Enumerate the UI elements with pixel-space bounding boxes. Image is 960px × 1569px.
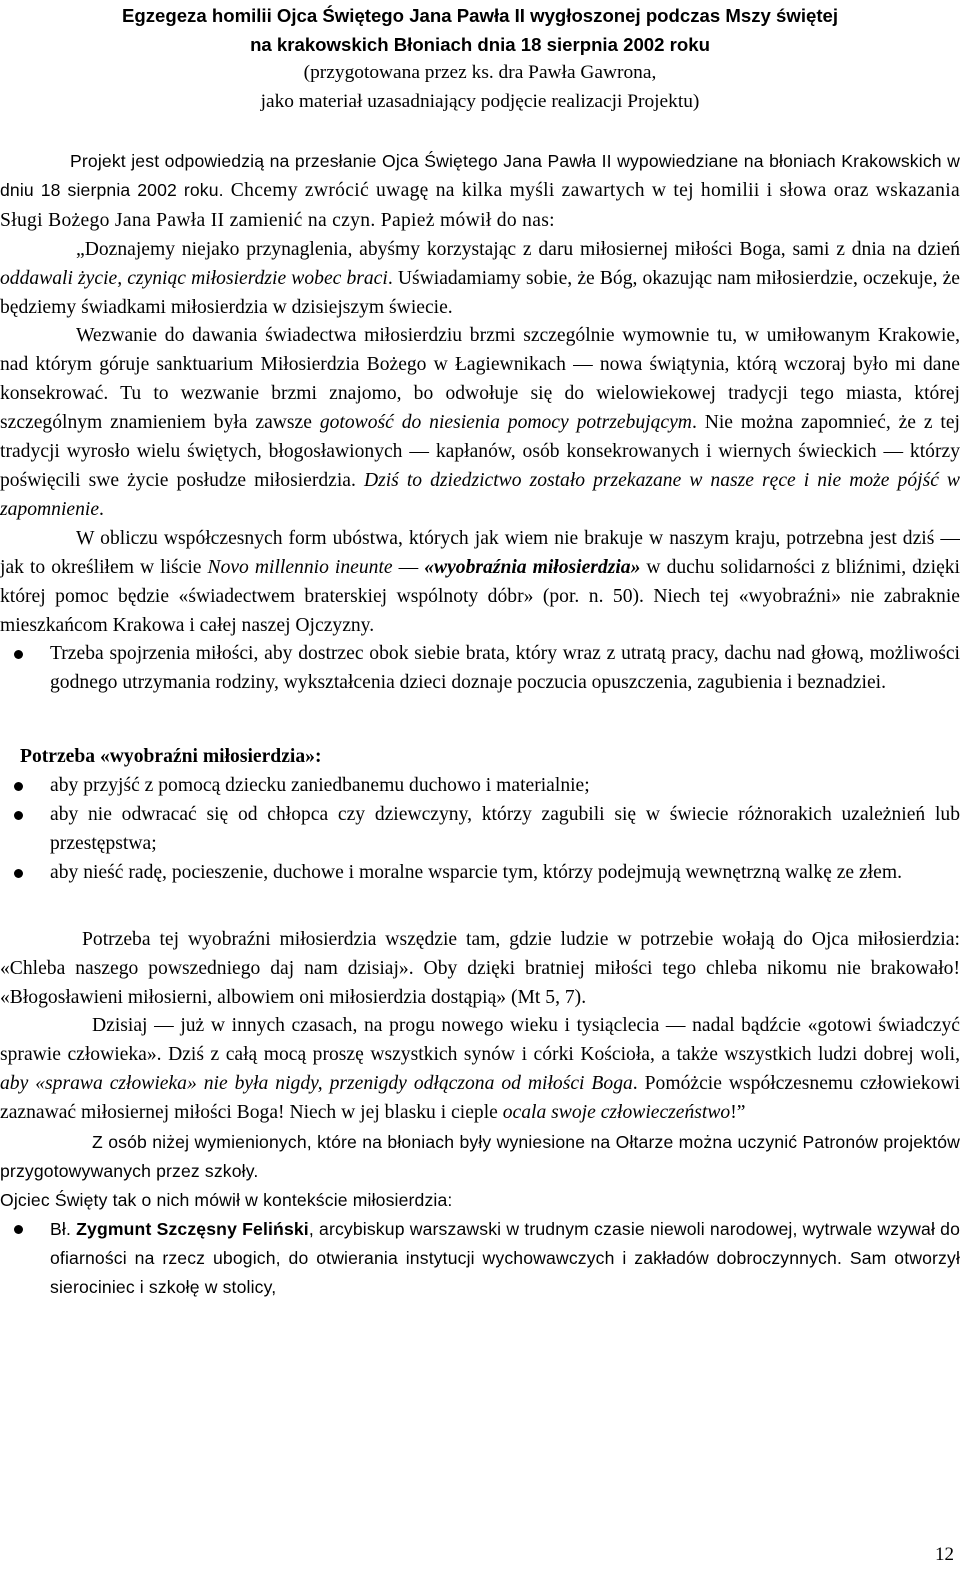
list-item: [0, 772, 960, 801]
bullet-icon: [14, 869, 23, 878]
bullet-icon: [14, 811, 23, 820]
quote-p2-text-b: . Nie można zapomnieć, że z tej tradycji wyrosło wielu świętych, błogosławionych ― kapłanów, osób konsekrowanych i wiernych świeckich ― którzy poświęcili swe życie posłudze miłosierdzia.: [0, 412, 960, 491]
blessed-prefix: Bł.: [50, 1218, 77, 1239]
title-line-1: Egzegeza homilii Ojca Świętego Jana Pawła II wygłoszonej podczas Mszy świętej: [121, 5, 839, 26]
father-said-line: Ojciec Święty tak o nich mówił w kontekście miłosierdzia:: [0, 1189, 453, 1210]
bullet-icon: [14, 1225, 23, 1234]
today-italic-2: ocala swoje człowieczeństwo: [502, 1102, 731, 1124]
list-item: [0, 640, 960, 698]
intro-sentence-2: Chcemy zwrócić uwagę na kilka myśli zawartych w tej homilii i słowa oraz wskazania Sługi Bożego Jana Pawła II zamienić na czyn. Papież mówił do nas:: [0, 179, 960, 231]
quote-p3-bold-italic: «wyobraźnia miłosierdzia»: [424, 556, 641, 578]
quote-paragraph-3: [0, 525, 960, 641]
bullet-list-1: [0, 640, 960, 698]
quote-paragraph-2: [0, 322, 960, 524]
quote-p1-text: „Doznajemy niejako przynaglenia, abyśmy korzystając z daru miłosiernej miłości Boga, sami z dnia na dzień: [76, 238, 960, 260]
list-item: [0, 1215, 960, 1302]
title-line-2: na krakowskich Błoniach dnia 18 sierpnia 2002 roku: [250, 33, 710, 55]
list-item: [0, 859, 960, 888]
intro-sentence-1: Projekt jest odpowiedzią na przesłanie Ojca Świętego Jana Pawła II wypowiedziane na błoniach Krakowskich w dniu 18 sierpnia 2002 roku.: [0, 151, 960, 200]
patrons-paragraph: Z osób niżej wymienionych, które na błoniach były wyniesione na Ołtarze można uczynić Patronów projektów przygotowywanych przez szkoły.: [0, 1132, 960, 1181]
document-content: [0, 2, 960, 1302]
need-heading: Potrzeba «wyobraźni miłosierdzia»:: [20, 746, 322, 768]
title-line-4: jako materiał uzasadniający podjęcie realizacji Projektu): [260, 90, 700, 112]
quote-p2-text: Wezwanie do dawania świadectwa miłosierdziu brzmi szczególnie wymownie tu, w umiłowanym Krakowie, nad którym góruje sanktuarium Miłosierdzia Bożego w Łagiewnikach ― nowa świątynia, którą wczoraj było mi dane konsekrować. Tu to wezwanie brzmi znajomo, bo odwołuje się do wielowiekowej tradycji tego miasta, której szczególnym znamieniem była zawsze: [0, 325, 960, 434]
today-paragraph: [0, 1012, 960, 1128]
today-text: Dzisiaj ― już w innych czasach, na progu nowego wieku i tysiąclecia ― nadal bądźcie «gotowi świadczyć sprawie człowieka». Dziś z całą mocą proszę wszystkich synów i córki Kościoła, a także wszystkich ludzi dobrej woli,: [0, 1015, 960, 1066]
list-item: [0, 801, 960, 859]
need-list: [0, 772, 960, 888]
need-paragraph: Potrzeba tej wyobraźni miłosierdzia wszędzie tam, gdzie ludzie w potrzebie wołają do Ojca miłosierdzia: «Chleba naszego powszedniego daj nam dzisiaj». Oby dzięki bratniej miłości tego chleba nikomu nie brakowało! «Błogosławieni miłosierni, albowiem oni miłosierdzia dostąpią» (Mt 5, 7).: [0, 928, 960, 1008]
blessed-name: Zygmunt Szczęsny Feliński: [76, 1218, 309, 1239]
need-item-text: aby przyjść z pomocą dziecku zaniedbanemu duchowo i materialnie;: [50, 775, 590, 797]
quote-p3-text: W obliczu współczesnych form ubóstwa, których jak wiem nie brakuje w naszym kraju, potrzebna jest dziś ― jak to określiłem w liście: [0, 527, 960, 578]
quote-paragraph-1: [0, 236, 960, 323]
document-title: [0, 2, 960, 116]
quote-p2-italic: gotowość do niesienia pomocy potrzebującym: [319, 412, 692, 434]
blessed-list: [0, 1215, 960, 1302]
need-item-text: aby nie odwracać się od chłopca czy dziewczyny, którzy zagubili się w świecie różnorakich uzależnień lub przestępstwa;: [50, 804, 960, 854]
need-item-text: aby nieść radę, pocieszenie, duchowe i moralne wsparcie tym, którzy podejmują wewnętrzną walkę ze złem.: [50, 861, 902, 883]
today-text-b: . Pomóżcie współczesnemu człowiekowi zaznawać miłosiernej miłości Boga! Niech w jej blasku i cieple: [0, 1073, 960, 1124]
title-line-3: (przygotowana przez ks. dra Pawła Gawrona,: [303, 62, 657, 83]
quote-p3-dash: ―: [392, 556, 425, 578]
quote-p2-end: .: [99, 498, 104, 520]
today-end: !”: [730, 1102, 746, 1124]
blessed-text: , arcybiskup warszawski w trudnym czasie niewoli narodowej, wytrwale wzywał do ofiarności na rzecz ubogich, do otwierania instytucji wychowawczych i zakładów dobroczynnych. Sam otworzył sierociniec i szkołę w stolicy,: [50, 1218, 960, 1297]
bullet-text: Trzeba spojrzenia miłości, aby dostrzec obok siebie brata, który wraz z utratą pracy, dachu nad głową, możliwości godnego utrzymania rodziny, wykształcenia dzieci doznaje poczucia opuszczenia, zagubienia i beznadziei.: [50, 643, 960, 694]
page-number: 12: [935, 1544, 954, 1565]
bullet-icon: [14, 650, 23, 659]
quote-p2-italic-2: Dziś to dziedzictwo zostało przekazane w nasze ręce i nie może pójść w zapomnienie: [0, 469, 960, 520]
quote-p3-italic: Novo millennio ineunte: [207, 556, 393, 578]
quote-p3-text-c: w duchu solidarności z bliźnimi, dzięki której pomoc będzie «świadectwem braterskiej wspólnoty dóbr» (por. n. 50). Niech tej «wyobraźni» nie zabraknie mieszkańcom Krakowa i całej naszej Ojczyzny.: [0, 556, 960, 636]
quote-p1-end: . Uświadamiamy sobie, że Bóg, okazując nam miłosierdzie, oczekuje, że będziemy świadkami miłosierdzia w dzisiejszym świecie.: [0, 267, 960, 318]
bullet-icon: [14, 782, 23, 791]
quote-p1-italic: oddawali życie, czyniąc miłosierdzie wobec braci: [0, 267, 388, 289]
today-italic-1: aby «sprawa człowieka» nie była nigdy, przenigdy odłączona od miłości Boga: [0, 1073, 633, 1095]
intro-paragraph: [0, 147, 960, 236]
